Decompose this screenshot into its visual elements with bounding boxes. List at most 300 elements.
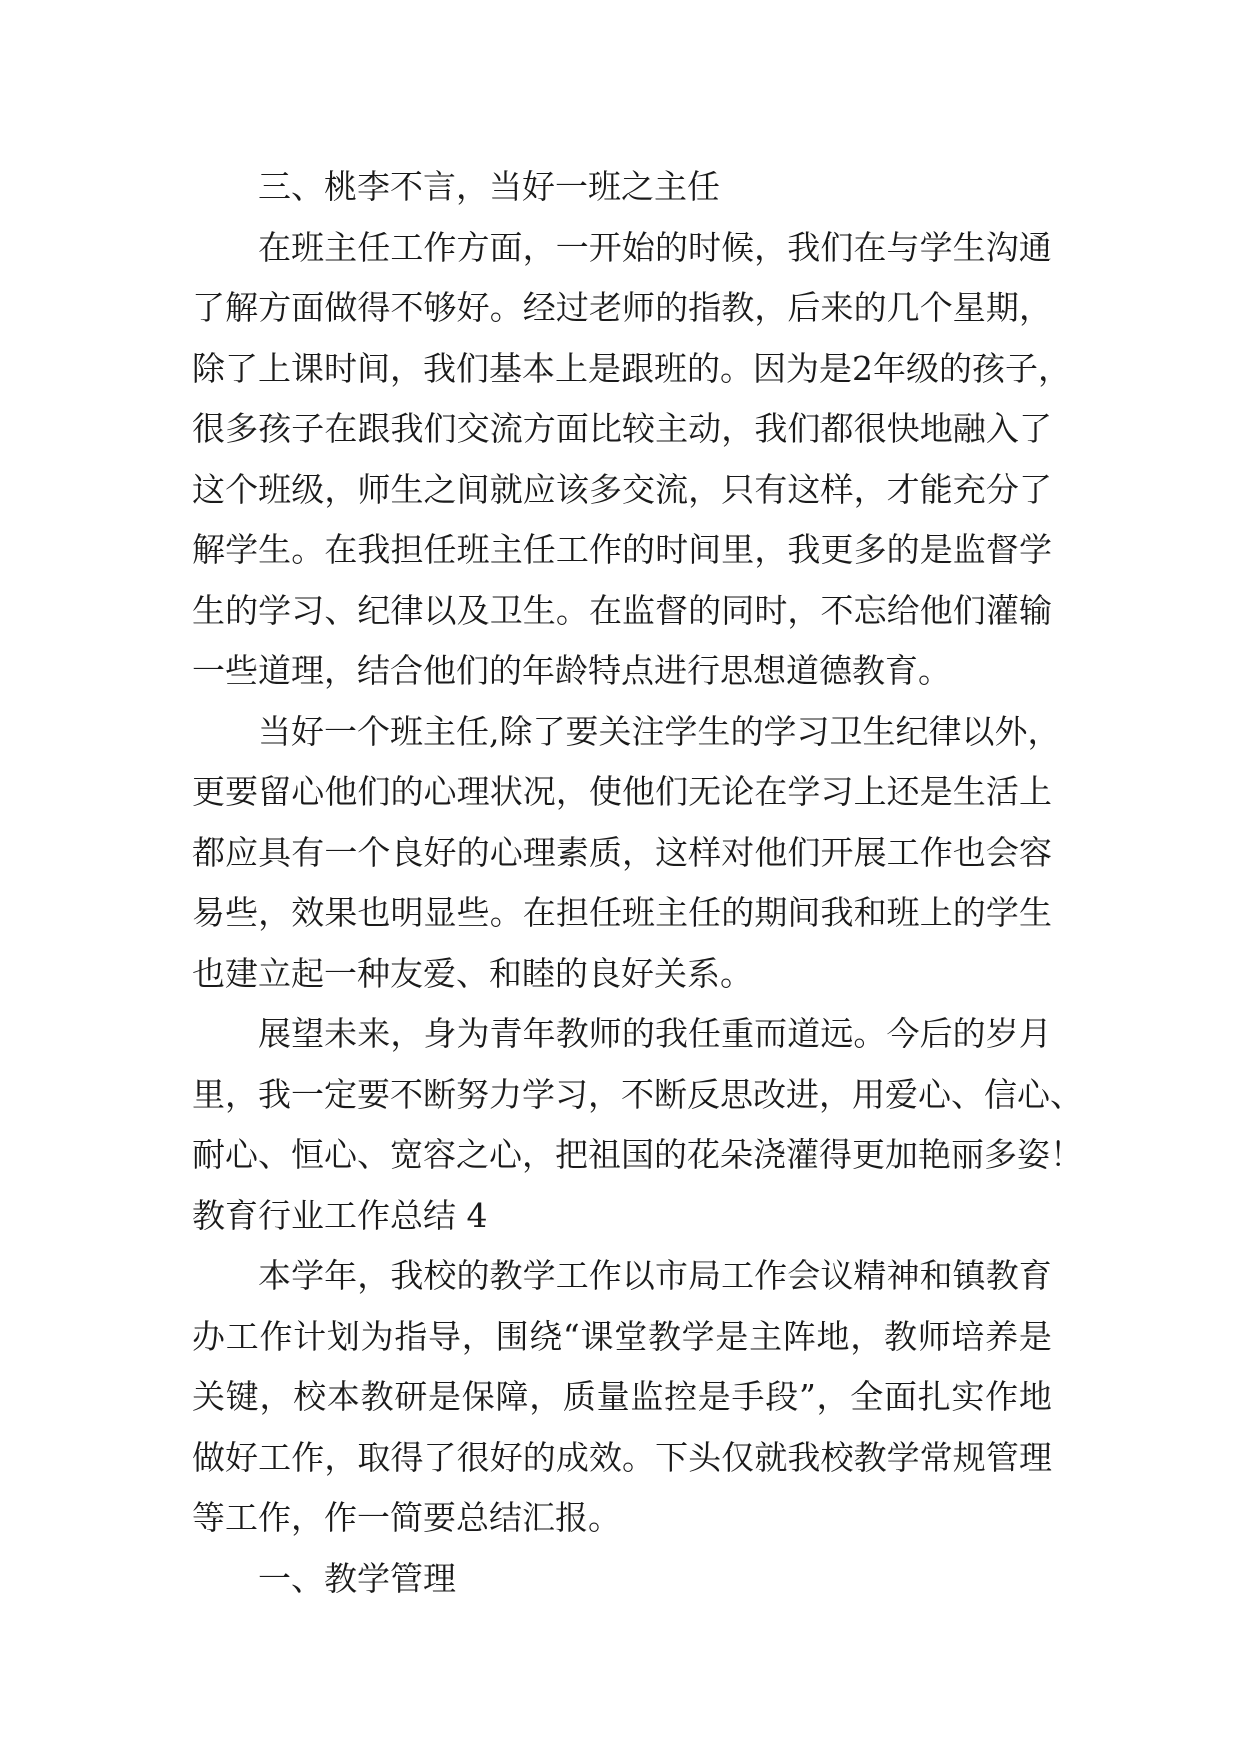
glyph: 主 — [655, 893, 689, 932]
glyph: 时 — [324, 348, 357, 388]
glyph: 灌 — [985, 590, 1019, 630]
glyph: 很 — [456, 1437, 490, 1477]
glyph: 之 — [456, 1135, 489, 1174]
glyph: 具 — [258, 832, 292, 872]
glyph: 。 — [489, 893, 523, 932]
glyph: 心 — [225, 1135, 258, 1174]
glyph: ， — [461, 1316, 495, 1356]
glyph: 重 — [721, 1014, 755, 1053]
glyph: ， — [853, 469, 887, 509]
text-line: 也建立起一种友爱、和睦的良好关系。 — [192, 953, 753, 993]
glyph: 的 — [952, 893, 986, 932]
glyph: 校 — [293, 1377, 327, 1416]
glyph: 作 — [919, 832, 953, 872]
glyph: 我 — [423, 348, 456, 388]
glyph: 级 — [291, 469, 325, 509]
glyph: 加 — [885, 1135, 918, 1174]
glyph: ， — [819, 1074, 852, 1114]
glyph: 们 — [787, 832, 821, 872]
glyph: 教 — [721, 288, 755, 327]
glyph: 在 — [522, 893, 556, 932]
glyph: 上 — [258, 348, 291, 388]
glyph: ， — [1018, 288, 1052, 327]
glyph: 不 — [621, 1074, 654, 1114]
glyph: 效 — [291, 893, 325, 932]
glyph: 输 — [1018, 590, 1052, 630]
glyph: 生 — [390, 469, 424, 509]
glyph: 办 — [192, 1316, 225, 1356]
glyph: 候 — [721, 227, 755, 267]
glyph: 些 — [225, 893, 259, 932]
glyph: 理 — [522, 832, 556, 872]
glyph: 的 — [687, 348, 720, 388]
glyph: 的 — [621, 1014, 655, 1053]
glyph: 、 — [951, 1074, 984, 1114]
glyph: 更 — [192, 772, 225, 811]
glyph: 主 — [489, 530, 523, 569]
glyph: 学 — [258, 590, 292, 630]
glyph: 进 — [786, 1074, 819, 1114]
glyph: ， — [258, 893, 292, 932]
glyph: 经 — [522, 288, 556, 327]
glyph: 更 — [852, 1135, 885, 1174]
glyph: 是 — [919, 772, 953, 811]
glyph: 心 — [324, 1135, 357, 1174]
glyph: 育 — [1018, 1256, 1052, 1295]
glyph: 精 — [853, 1256, 887, 1295]
glyph: 作 — [291, 1437, 325, 1477]
glyph: 学 — [681, 1316, 715, 1356]
glyph: 班 — [654, 348, 687, 388]
glyph: 纪 — [357, 590, 391, 630]
glyph: 习 — [820, 772, 854, 811]
glyph: 他 — [919, 590, 953, 630]
glyph: 任 — [423, 530, 457, 569]
glyph: 主 — [749, 1316, 783, 1356]
glyph: 更 — [820, 530, 854, 569]
glyph: 样 — [688, 832, 722, 872]
glyph: 师 — [622, 288, 656, 327]
glyph: ， — [555, 772, 589, 811]
glyph: 多 — [225, 409, 259, 448]
glyph: 我 — [258, 1074, 291, 1114]
glyph: 本 — [522, 348, 555, 388]
glyph: 研 — [394, 1377, 428, 1416]
glyph: 课 — [580, 1316, 614, 1356]
glyph: 律 — [928, 711, 962, 751]
text-line — [192, 702, 1061, 763]
glyph: 学 — [291, 1256, 325, 1295]
glyph: 道 — [787, 1014, 821, 1053]
glyph: 上 — [853, 772, 887, 811]
text-line — [192, 339, 1071, 400]
glyph: 个 — [357, 711, 390, 751]
glyph: 取 — [357, 1437, 391, 1477]
glyph: 花 — [687, 1135, 720, 1174]
glyph: 工 — [555, 530, 589, 569]
glyph: 保 — [461, 1377, 495, 1416]
glyph: 为 — [786, 348, 819, 388]
glyph: 效 — [588, 1437, 622, 1477]
glyph: 好 — [423, 832, 457, 872]
glyph: 展 — [853, 832, 887, 872]
glyph: 动 — [688, 409, 722, 448]
glyph: 班 — [390, 711, 423, 751]
glyph: 给 — [886, 590, 920, 630]
glyph: 不 — [820, 590, 854, 630]
glyph: 学 — [919, 227, 953, 267]
glyph: 这 — [655, 832, 689, 872]
glyph: 流 — [655, 469, 689, 509]
glyph: 常 — [919, 1437, 953, 1477]
text-line — [192, 823, 1052, 884]
glyph: 以 — [621, 1256, 655, 1295]
glyph: 生 — [1018, 893, 1052, 932]
glyph: 教 — [647, 1316, 681, 1356]
glyph: 间 — [688, 530, 722, 569]
glyph: 作 — [259, 1316, 293, 1356]
glyph: 交 — [456, 409, 490, 448]
glyph: 镇 — [952, 1256, 986, 1295]
glyph: ， — [754, 288, 788, 327]
glyph: 显 — [423, 893, 457, 932]
glyph: ， — [522, 227, 556, 267]
glyph: 定 — [324, 1074, 357, 1114]
glyph: 沟 — [985, 227, 1019, 267]
glyph: ， — [787, 590, 821, 630]
glyph: 流 — [489, 409, 523, 448]
text-line — [192, 460, 1052, 521]
glyph: 远 — [820, 1014, 854, 1053]
glyph: 们 — [655, 772, 689, 811]
glyph: 任 — [357, 227, 391, 267]
glyph: 工 — [721, 1256, 755, 1295]
glyph: 学 — [225, 530, 259, 569]
glyph: 在 — [324, 409, 358, 448]
glyph: 改 — [753, 1074, 786, 1114]
glyph: 解 — [225, 288, 259, 327]
glyph: 今 — [886, 1014, 920, 1053]
glyph: 神 — [886, 1256, 920, 1295]
glyph: 要 — [225, 772, 259, 811]
glyph: ， — [390, 348, 423, 388]
glyph: 学 — [1018, 530, 1052, 569]
glyph: 本 — [326, 1377, 360, 1416]
glyph: 全 — [850, 1377, 884, 1416]
glyph: 主 — [324, 227, 358, 267]
glyph: 教 — [883, 1316, 917, 1356]
glyph: 入 — [985, 409, 1019, 448]
glyph: 做 — [192, 1437, 225, 1477]
text-line — [192, 1125, 1083, 1186]
glyph: 教 — [489, 1256, 523, 1295]
glyph: 教 — [555, 1014, 589, 1053]
glyph: 市 — [654, 1256, 688, 1295]
glyph: 子 — [1005, 348, 1038, 388]
glyph: ， — [688, 469, 722, 509]
glyph: 反 — [687, 1074, 720, 1114]
glyph: 况 — [522, 772, 556, 811]
glyph: 了 — [423, 1437, 457, 1477]
glyph: 控 — [664, 1377, 698, 1416]
glyph: 、 — [258, 1135, 291, 1174]
glyph: ！ — [1050, 1135, 1083, 1174]
glyph: 的 — [456, 832, 490, 872]
text-line — [192, 218, 1052, 279]
glyph: 心 — [489, 832, 523, 872]
glyph: 了 — [1018, 409, 1052, 448]
glyph: 要 — [357, 1074, 390, 1114]
glyph: ， — [529, 1377, 563, 1416]
glyph: 身 — [423, 1014, 457, 1053]
glyph: 、 — [1050, 1074, 1083, 1114]
glyph: 的 — [654, 227, 688, 267]
glyph: 教 — [985, 1256, 1019, 1295]
glyph: 多 — [588, 469, 622, 509]
glyph: 样 — [820, 469, 854, 509]
glyph: 跟 — [621, 348, 654, 388]
glyph: 他 — [622, 772, 656, 811]
glyph: 质 — [562, 1377, 596, 1416]
glyph: 质 — [588, 832, 622, 872]
glyph: 够 — [423, 288, 457, 327]
glyph: 们 — [456, 348, 489, 388]
glyph: 生 — [862, 711, 896, 751]
glyph: 得 — [819, 1135, 852, 1174]
glyph: 习 — [555, 1074, 588, 1114]
glyph: 任 — [688, 893, 722, 932]
glyph: 来 — [820, 288, 854, 327]
glyph: 的 — [730, 711, 764, 751]
glyph: 的 — [886, 530, 920, 569]
glyph: 关 — [192, 1377, 225, 1416]
glyph: 键 — [225, 1377, 259, 1416]
glyph: 孩 — [972, 348, 1005, 388]
glyph: 的 — [622, 530, 656, 569]
glyph: 培 — [951, 1316, 985, 1356]
glyph: 不 — [390, 288, 424, 327]
glyph: 生 — [522, 590, 556, 630]
glyph: 解 — [192, 530, 225, 569]
glyph: 障 — [495, 1377, 529, 1416]
text-line — [192, 399, 1052, 460]
glyph: 间 — [456, 469, 490, 509]
glyph: 我 — [787, 1437, 821, 1477]
glyph: 工 — [258, 1437, 292, 1477]
glyph: 头 — [688, 1437, 722, 1477]
glyph: 素 — [555, 832, 589, 872]
glyph: 除 — [499, 711, 533, 751]
glyph: 这 — [192, 469, 225, 509]
glyph: ， — [754, 227, 788, 267]
glyph: 姿 — [1017, 1135, 1050, 1174]
glyph: 因 — [753, 348, 786, 388]
glyph: 上 — [919, 893, 953, 932]
glyph: 年 — [873, 348, 906, 388]
glyph: 之 — [423, 469, 457, 509]
glyph: 同 — [721, 590, 755, 630]
glyph: 对 — [721, 832, 755, 872]
glyph: 朵 — [720, 1135, 753, 1174]
glyph: 活 — [985, 772, 1019, 811]
glyph: 里 — [721, 530, 755, 569]
glyph: 我 — [390, 1256, 424, 1295]
glyph: ， — [357, 1256, 391, 1295]
glyph: 基 — [489, 348, 522, 388]
glyph: 局 — [688, 1256, 722, 1295]
glyph: 多 — [853, 530, 887, 569]
glyph: 级 — [906, 348, 939, 388]
glyph: 班 — [886, 893, 920, 932]
glyph: 好 — [456, 288, 490, 327]
glyph: 只 — [721, 469, 755, 509]
glyph: 老 — [588, 288, 622, 327]
glyph: ， — [522, 1135, 555, 1174]
glyph: 个 — [919, 288, 953, 327]
glyph: 们 — [787, 409, 821, 448]
glyph: 不 — [390, 1074, 423, 1114]
glyph: 的 — [688, 590, 722, 630]
glyph: 心 — [423, 772, 457, 811]
glyph: 年 — [324, 1256, 358, 1295]
glyph: 断 — [423, 1074, 456, 1114]
glyph: 。 — [853, 1014, 887, 1053]
glyph: 面 — [555, 409, 589, 448]
glyph: ， — [324, 469, 358, 509]
glyph: 容 — [423, 1135, 456, 1174]
glyph: 注 — [631, 711, 665, 751]
glyph: 我 — [787, 227, 821, 267]
glyph: 生 — [258, 530, 292, 569]
glyph: 段 — [765, 1377, 799, 1416]
glyph: 交 — [622, 469, 656, 509]
glyph: 间 — [787, 893, 821, 932]
glyph: 这 — [787, 469, 821, 509]
glyph: 心 — [489, 1135, 522, 1174]
glyph: 很 — [853, 409, 887, 448]
glyph: 始 — [621, 227, 655, 267]
glyph: 学 — [664, 711, 698, 751]
glyph: 关 — [598, 711, 632, 751]
glyph: 班 — [291, 227, 325, 267]
glyph: 的 — [390, 772, 424, 811]
glyph: 使 — [588, 772, 622, 811]
glyph: 论 — [721, 772, 755, 811]
text-line — [192, 762, 1052, 823]
glyph: 地 — [1018, 1377, 1052, 1416]
glyph: 作 — [754, 1256, 788, 1295]
glyph: 主 — [423, 711, 456, 751]
glyph: 明 — [390, 893, 424, 932]
glyph: 月 — [1018, 1014, 1052, 1053]
glyph: ， — [721, 409, 755, 448]
glyph: 校 — [820, 1437, 854, 1477]
glyph: 爱 — [885, 1074, 918, 1114]
glyph: 任 — [588, 893, 622, 932]
glyph: 了 — [192, 288, 225, 327]
glyph: 面 — [883, 1377, 917, 1416]
glyph: 是 — [715, 1316, 749, 1356]
glyph: 当 — [258, 711, 291, 751]
glyph: 工 — [886, 832, 920, 872]
text-line — [192, 1428, 1052, 1489]
glyph: 是 — [819, 348, 852, 388]
glyph: 应 — [522, 469, 556, 509]
glyph: 个 — [357, 832, 391, 872]
glyph: 他 — [754, 832, 788, 872]
glyph: 在 — [258, 227, 291, 267]
glyph: 才 — [886, 469, 920, 509]
glyph: 外 — [994, 711, 1028, 751]
glyph: 教 — [853, 1437, 887, 1477]
glyph: 多 — [984, 1135, 1017, 1174]
glyph: 该 — [555, 469, 589, 509]
glyph: 手 — [731, 1377, 765, 1416]
glyph: 本 — [258, 1256, 291, 1295]
glyph: 指 — [688, 288, 722, 327]
glyph: 良 — [390, 832, 424, 872]
glyph: 的 — [522, 1437, 556, 1477]
glyph: 未 — [324, 1014, 358, 1053]
glyph: 班 — [456, 530, 490, 569]
glyph: 下 — [655, 1437, 689, 1477]
glyph: 习 — [796, 711, 830, 751]
glyph: 艳 — [918, 1135, 951, 1174]
glyph: 分 — [985, 469, 1019, 509]
glyph: 师 — [357, 469, 391, 509]
glyph: 生 — [192, 590, 225, 630]
glyph: 我 — [787, 530, 821, 569]
glyph: 学 — [763, 711, 797, 751]
glyph: ， — [622, 832, 656, 872]
glyph: 丽 — [951, 1135, 984, 1174]
glyph: 也 — [952, 832, 986, 872]
glyph: 为 — [360, 1316, 394, 1356]
glyph: 监 — [622, 590, 656, 630]
text-line — [192, 1065, 1083, 1126]
glyph: 一 — [555, 227, 589, 267]
glyph: 时 — [655, 530, 689, 569]
glyph: 了 — [532, 711, 566, 751]
glyph: ， — [259, 1377, 293, 1416]
glyph: 用 — [852, 1074, 885, 1114]
document-body — [192, 157, 1083, 1609]
glyph: 较 — [622, 409, 656, 448]
glyph: 好 — [225, 1437, 259, 1477]
glyph: 就 — [489, 469, 523, 509]
glyph: 的 — [225, 590, 259, 630]
glyph: 一 — [291, 1074, 324, 1114]
glyph: 上 — [1018, 772, 1052, 811]
text-line: 等工作，作一简要总结汇报。 — [192, 1498, 621, 1537]
glyph: 及 — [456, 590, 490, 630]
glyph: 能 — [919, 469, 953, 509]
text-line — [192, 278, 1052, 339]
glyph: 充 — [952, 469, 986, 509]
glyph: 。 — [489, 288, 523, 327]
glyph: 和 — [919, 1256, 953, 1295]
glyph: 们 — [952, 590, 986, 630]
text-line: 一些道理，结合他们的年龄特点进行思想道德教育。 — [192, 651, 951, 690]
glyph: 导 — [428, 1316, 462, 1356]
glyph: 方 — [522, 409, 556, 448]
text-line — [192, 1367, 1052, 1428]
glyph: 划 — [326, 1316, 360, 1356]
glyph: 比 — [588, 409, 622, 448]
glyph: 养 — [985, 1316, 1019, 1356]
glyph: 阵 — [782, 1316, 816, 1356]
glyph: 实 — [951, 1377, 985, 1416]
